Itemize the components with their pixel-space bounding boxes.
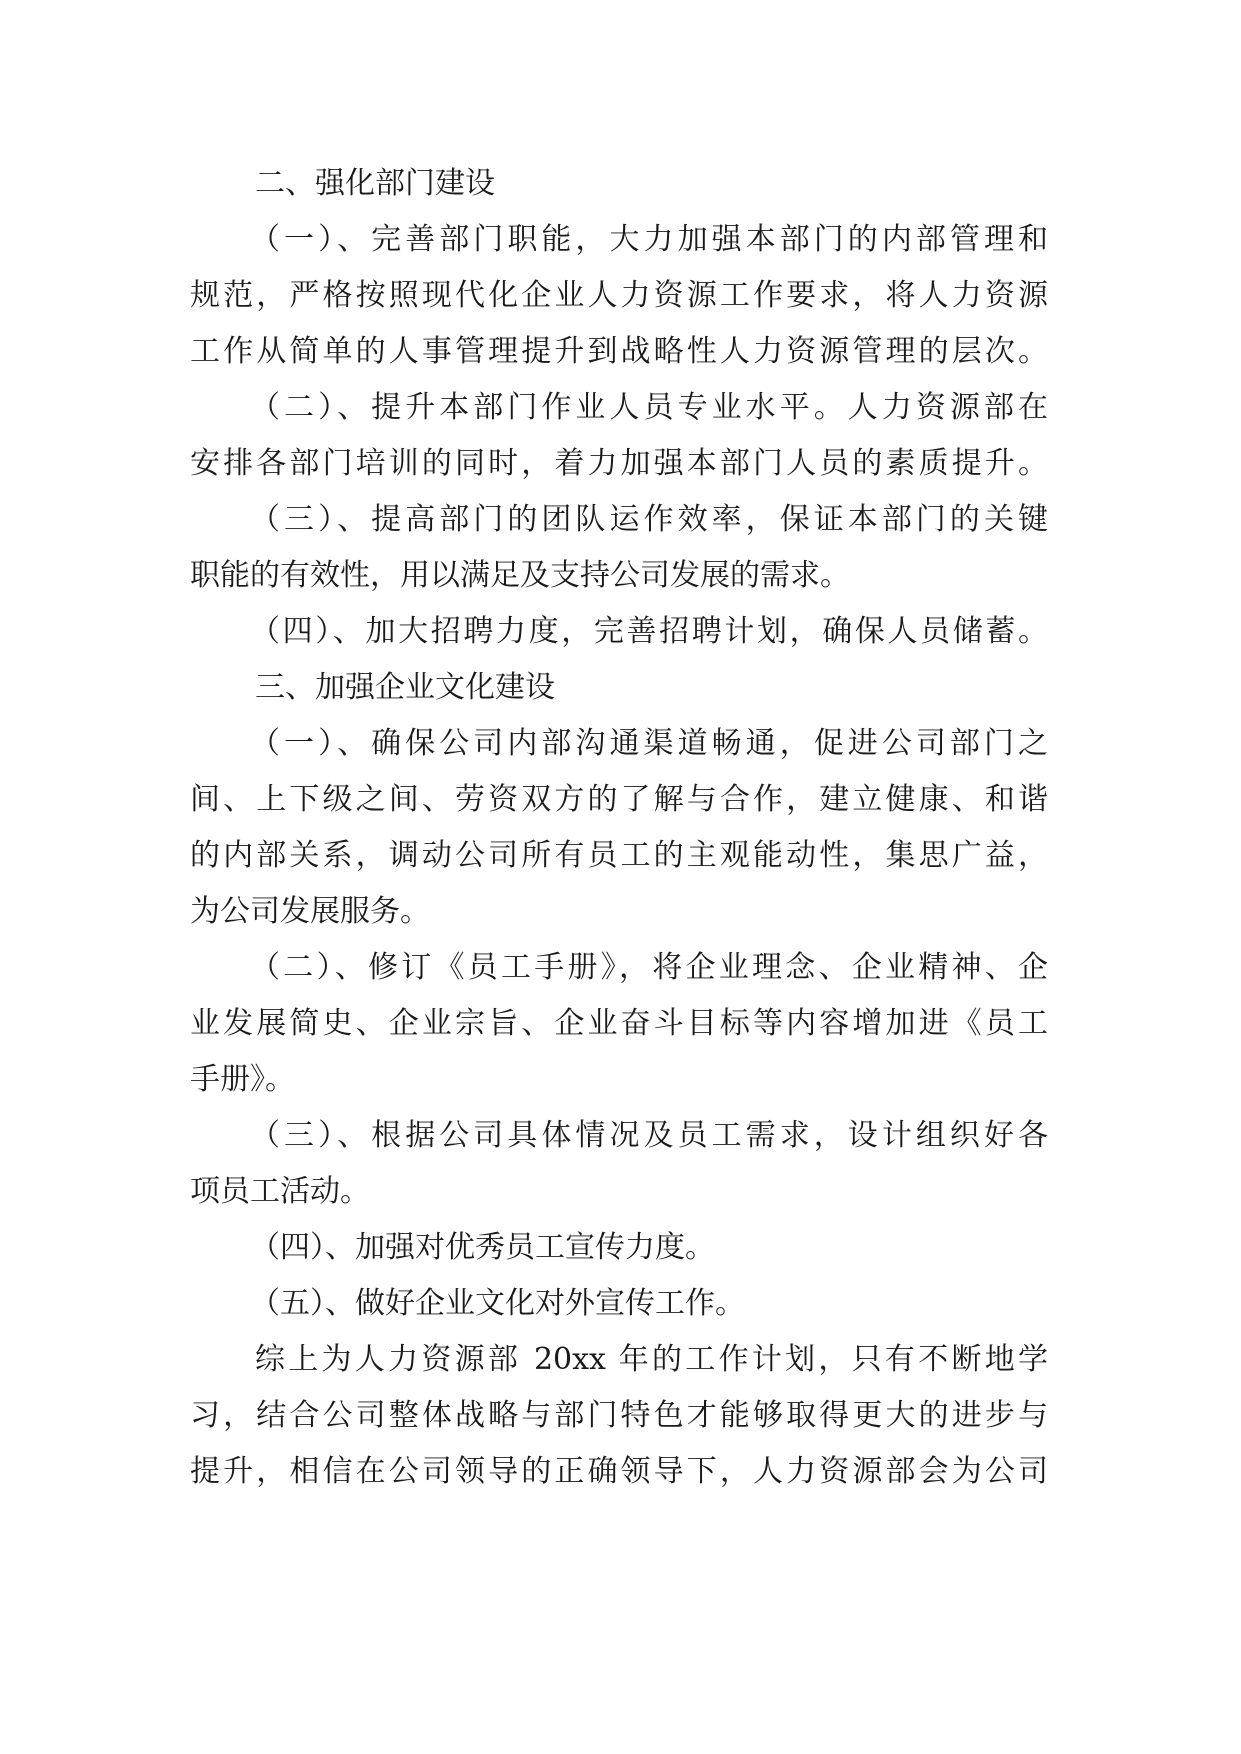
paragraph-line: 为公司发展服务。 xyxy=(190,894,430,929)
paragraph-line: （三）、提高部门的团队运作效率，保证本部门的关键 xyxy=(250,502,1048,537)
paragraph-line: （四）、加大招聘力度，完善招聘计划，确保人员储蓄。 xyxy=(250,614,1048,649)
paragraph-line: 间、上下级之间、劳资双方的了解与合作，建立健康、和谐 xyxy=(190,782,1048,817)
paragraph-line: 项员工活动。 xyxy=(190,1174,370,1209)
section-heading-3: 三、加强企业文化建设 xyxy=(255,670,555,705)
paragraph-line: 职能的有效性，用以满足及支持公司发展的需求。 xyxy=(190,558,850,593)
paragraph-line: 安排各部门培训的同时，着力加强本部门人员的素质提升。 xyxy=(190,446,1048,481)
paragraph-line: 规范，严格按照现代化企业人力资源工作要求，将人力资源 xyxy=(190,278,1048,313)
paragraph-line: （五）、做好企业文化对外宣传工作。 xyxy=(250,1286,745,1321)
paragraph-line: 习，结合公司整体战略与部门特色才能够取得更大的进步与 xyxy=(190,1398,1048,1433)
paragraph-line: （一）、完善部门职能，大力加强本部门的内部管理和 xyxy=(250,222,1048,257)
paragraph-line: （一）、确保公司内部沟通渠道畅通，促进公司部门之 xyxy=(250,726,1048,761)
paragraph-line: （四）、加强对优秀员工宣传力度。 xyxy=(250,1230,715,1265)
paragraph-line: 提升，相信在公司领导的正确领导下，人力资源部会为公司 xyxy=(190,1454,1048,1489)
section-heading-2: 二、强化部门建设 xyxy=(255,166,495,201)
paragraph-line: 业发展简史、企业宗旨、企业奋斗目标等内容增加进《员工 xyxy=(190,1006,1048,1041)
paragraph-line: 综上为人力资源部 20xx 年的工作计划，只有不断地学 xyxy=(255,1342,1048,1377)
paragraph-line: 工作从简单的人事管理提升到战略性人力资源管理的层次。 xyxy=(190,334,1048,369)
paragraph-line: 的内部关系，调动公司所有员工的主观能动性，集思广益， xyxy=(190,838,1048,873)
paragraph-line: （二）、修订《员工手册》，将企业理念、企业精神、企 xyxy=(250,950,1048,985)
paragraph-line: （三）、根据公司具体情况及员工需求，设计组织好各 xyxy=(250,1118,1048,1153)
paragraph-line: （二）、提升本部门作业人员专业水平。人力资源部在 xyxy=(250,390,1048,425)
paragraph-line: 手册》。 xyxy=(190,1062,295,1097)
